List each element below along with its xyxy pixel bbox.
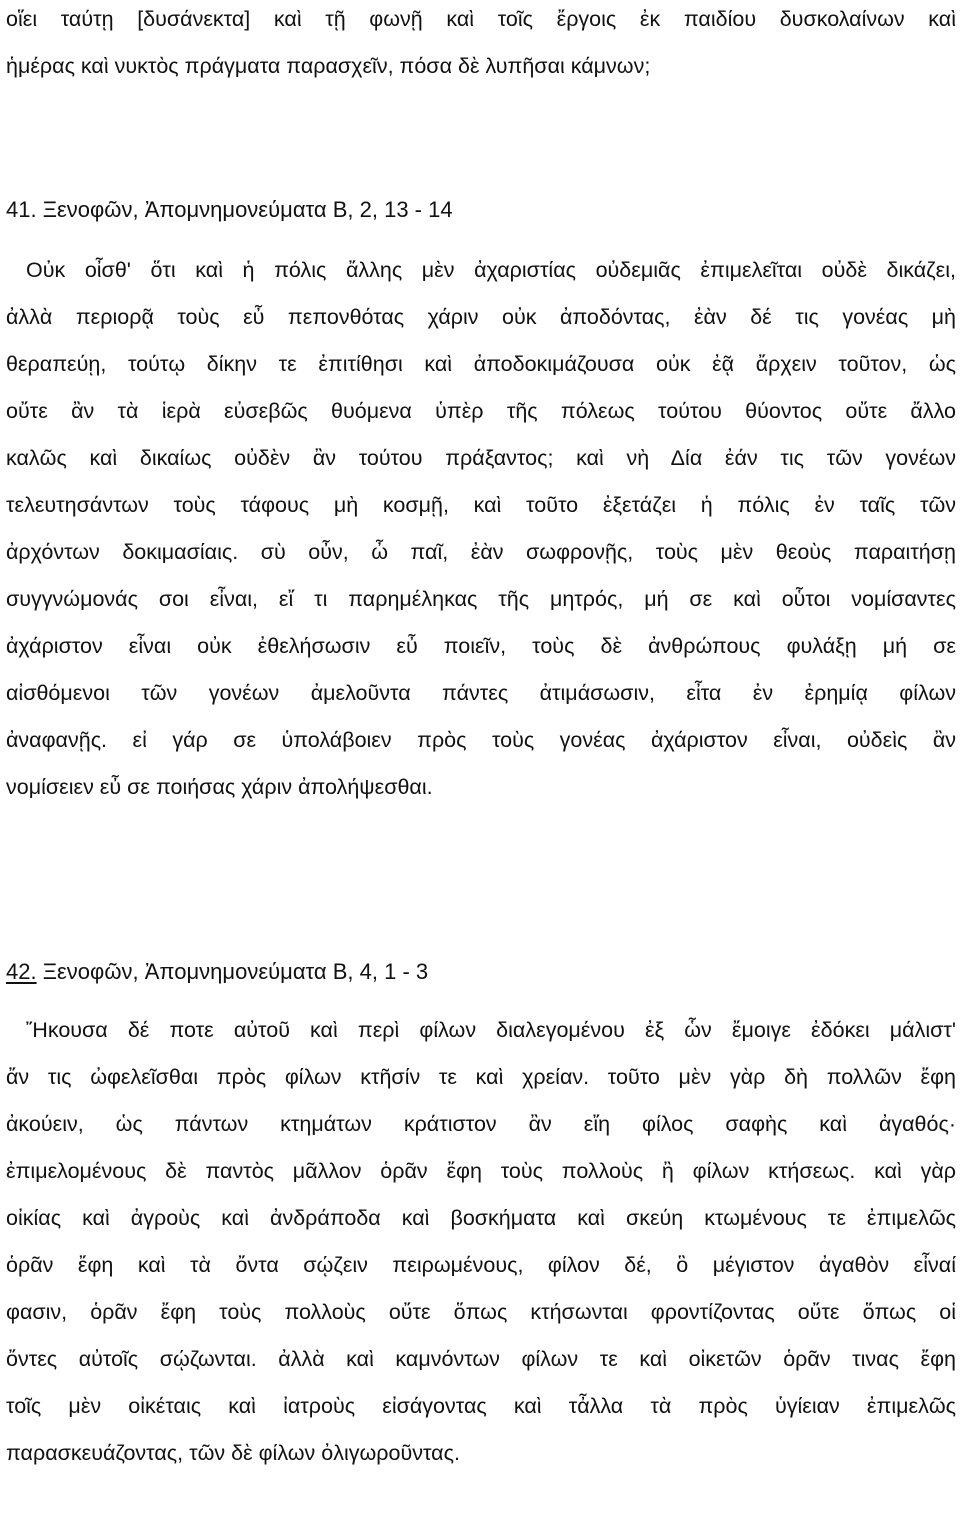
section-42-number: 42. [6,959,37,984]
section-41-heading: 41. Ξενοφῶν, Ἀπομνημονεύματα Β, 2, 13 - 14 [6,197,453,222]
text-line: νομίσειεν εὖ σε ποιήσας χάριν ἀπολήψεσθαι. [6,775,433,799]
text-line: θεραπεύῃ, τούτῳ δίκην τε ἐπιτίθησι καὶ ἀποδοκιμάζουσα οὐκ ἐᾷ ἄρχειν τοῦτον, ὡς [6,352,956,376]
text-line: ὁρᾶν ἔφη καὶ τὰ ὄντα σῴζειν πειρωμένους, φίλον δέ, ὃ μέγιστον ἀγαθὸν εἶναί [6,1253,956,1277]
text-line: συγγνώμονάς σοι εἶναι, εἴ τι παρημέληκας τῆς μητρός, μή σε καὶ οὗτοι νομίσαντες [6,587,956,611]
text-line: οἰκίας καὶ ἀγροὺς καὶ ἀνδράποδα καὶ βοσκήματα καὶ σκεύη κτωμένους τε ἐπιμελῶς [6,1206,956,1230]
section-42-title: Ξενοφῶν, Ἀπομνημονεύματα Β, 4, 1 - 3 [36,959,429,984]
text-line: Οὐκ οἶσθ' ὅτι καὶ ἡ πόλις ἄλλης μὲν ἀχαριστίας οὐδεμιᾶς ἐπιμελεῖται οὐδὲ δικάζει, [26,258,956,282]
text-line: ἀκούειν, ὡς πάντων κτημάτων κράτιστον ἂν εἴη φίλος σαφὴς καὶ ἀγαθός· [6,1112,956,1136]
text-line: ἀρχόντων δοκιμασίαις. σὺ οὖν, ὦ παῖ, ἐὰν σωφρονῇς, τοὺς μὲν θεοὺς παραιτήσῃ [6,540,956,564]
text-line: ὄντες αὐτοῖς σῴζωνται. ἀλλὰ καὶ καμνόντων φίλων τε καὶ οἰκετῶν ὁρᾶν τινας ἔφη [6,1347,956,1371]
text-line: οἵει ταύτῃ [δυσάνεκτα] καὶ τῇ φωνῇ καὶ τοῖς ἔργοις ἐκ παιδίου δυσκολαίνων καὶ [6,7,956,31]
text-line: καλῶς καὶ δικαίως οὐδὲν ἂν τούτου πράξαντος; καὶ νὴ Δία ἐάν τις τῶν γονέων [6,446,956,470]
text-line: ἄν τις ὠφελεῖσθαι πρὸς φίλων κτῆσίν τε καὶ χρείαν. τοῦτο μὲν γὰρ δὴ πολλῶν ἔφη [6,1065,956,1089]
text-line: ἀλλὰ περιορᾷ τοὺς εὖ πεπονθότας χάριν οὐκ ἀποδόντας, ἐὰν δέ τις γονέας μὴ [6,305,956,329]
text-line: τοῖς μὲν οἰκέταις καὶ ἰατροὺς εἰσάγοντας καὶ τἆλλα τὰ πρὸς ὑγίειαν ἐπιμελῶς [6,1394,956,1418]
section-42-heading [6,957,428,987]
text-line: ἐπιμελομένους δὲ παντὸς μᾶλλον ὁρᾶν ἔφη τοὺς πολλοὺς ἢ φίλων κτήσεως. καὶ γὰρ [6,1159,956,1183]
text-line: Ἤκουσα δέ ποτε αὐτοῦ καὶ περὶ φίλων διαλεγομένου ἐξ ὧν ἔμοιγε ἐδόκει μάλιστ' [26,1018,956,1042]
text-line: αἰσθόμενοι τῶν γονέων ἀμελοῦντα πάντες ἀτιμάσωσιν, εἶτα ἐν ἐρημίᾳ φίλων [6,681,956,705]
text-line: φασιν, ὁρᾶν ἔφη τοὺς πολλοὺς οὔτε ὅπως κτήσωνται φροντίζοντας οὔτε ὅπως οἱ [6,1300,956,1324]
text-line: οὔτε ἂν τὰ ἱερὰ εὐσεβῶς θυόμενα ὑπὲρ τῆς πόλεως τούτου θύοντος οὔτε ἄλλο [6,399,956,423]
text-line: ἀχάριστον εἶναι οὐκ ἐθελήσωσιν εὖ ποιεῖν, τοὺς δὲ ἀνθρώπους φυλάξῃ μή σε [6,634,956,658]
text-line: ἀναφανῇς. εἰ γάρ σε ὑπολάβοιεν πρὸς τοὺς γονέας ἀχάριστον εἶναι, οὐδεὶς ἂν [6,728,956,752]
text-line: ἡμέρας καὶ νυκτὸς πράγματα παρασχεῖν, πόσα δὲ λυπῆσαι κάμνων; [6,54,651,78]
text-line: παρασκευάζοντας, τῶν δὲ φίλων ὀλιγωροῦντας. [6,1441,460,1465]
text-line: τελευτησάντων τοὺς τάφους μὴ κοσμῇ, καὶ τοῦτο ἐξετάζει ἡ πόλις ἐν ταῖς τῶν [6,493,956,517]
